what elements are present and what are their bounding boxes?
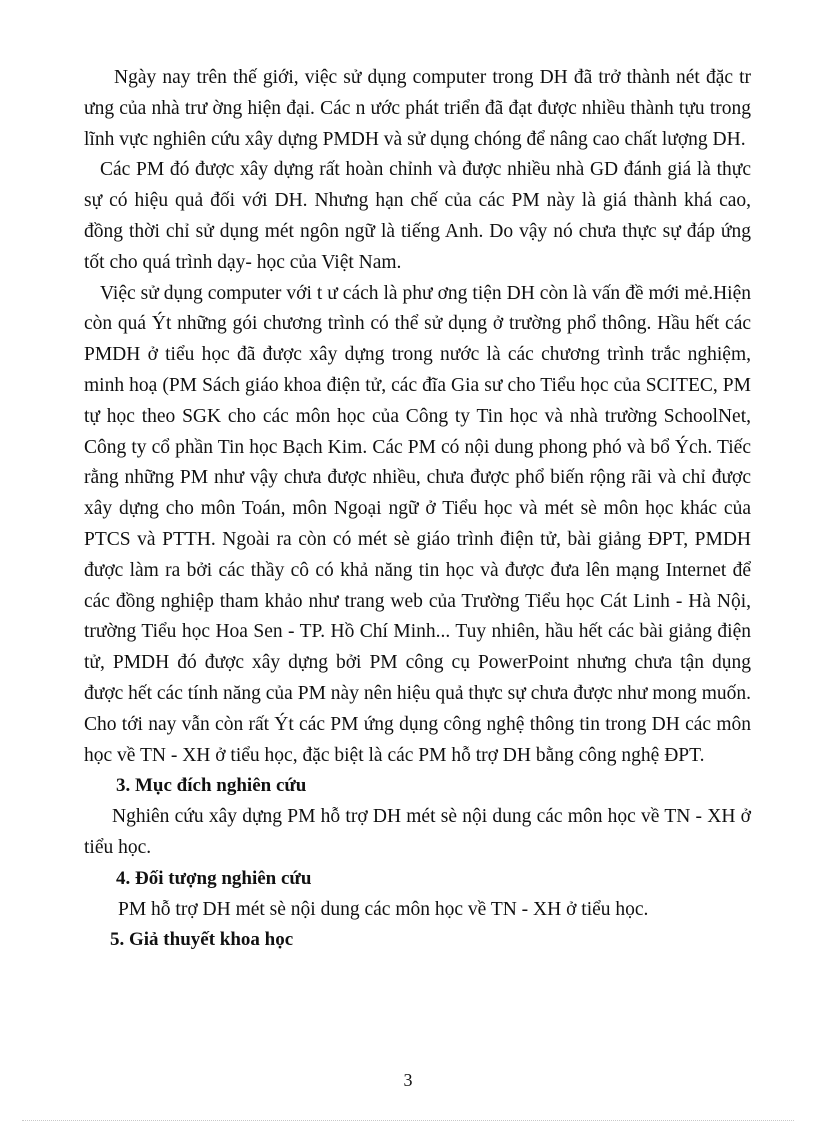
paragraph-intro: Ngày nay trên thế giới, việc sử dụng computer trong DH đã trở thành nét đặc tr ưng của nhà trư ờng hiện đại. Các n ước phát triển đã đạt được nhiều thành tựu trong lĩnh vực nghiên cứu xây dựng PMDH và sử dụng chóng để nâng cao chất lượng DH. xyxy=(84,67,751,150)
section-heading-subject: 4. Đối tượng nghiên cứu xyxy=(116,867,312,889)
paragraph-limitations: Các PM đó được xây dựng rất hoàn chỉnh và được nhiều nhà GD đánh giá là thực sự có hiệu quả đối với DH. Nhưng hạn chế của các PM này là giá thành khá cao, đồng thời chỉ sử dụng mét ngôn ngữ là tiếng Anh. Do vậy nó chưa thực sự đáp ứng tốt cho quá trình dạy- học của Việt Nam. xyxy=(84,159,751,273)
page-bottom-divider xyxy=(22,1120,794,1121)
section-body-purpose: Nghiên cứu xây dựng PM hỗ trợ DH mét sè nội dung các môn học về TN - XH ở tiểu học. xyxy=(84,806,751,858)
section-body-subject: PM hỗ trợ DH mét sè nội dung các môn học về TN - XH ở tiểu học. xyxy=(118,898,649,920)
section-heading-purpose: 3. Mục đích nghiên cứu xyxy=(116,775,307,797)
paragraph-current-state: Việc sử dụng computer với t ư cách là phư ơng tiện DH còn là vấn đề mới mẻ.Hiện còn quá Ýt những gói chương trình có thể sử dụng ở trường phổ thông. Hầu hết các PMDH ở tiểu học đã được xây dựng trong nước là các chương trình trắc nghiệm, minh hoạ (PM Sách giáo khoa điện tử, các đĩa Gia sư cho Tiểu học của SCITEC, PM tự học theo SGK cho các môn học của Công ty Tin học và nhà trường SchoolNet, Công ty cổ phần Tin học Bạch Kim. Các PM có nội dung phong phó và bổ Ých. Tiếc rằng những PM như vậy chưa được nhiều, chưa được phổ biến rộng rãi và chỉ được xây dựng cho môn Toán, môn Ngoại ngữ ở Tiểu học và mét sè môn học khác của PTCS và PTTH. Ngoài ra còn có mét sè giáo trình điện tử, bài giảng ĐPT, PMDH được làm ra bởi các thầy cô có khả năng tin học và được đưa lên mạng Internet để các đồng nghiệp tham khảo như trang web của Trường Tiểu học Cát Linh - Hà Nội, trường Tiểu học Hoa Sen - TP. Hồ Chí Minh... Tuy nhiên, hầu hết các bài giảng điện tử, PMDH đó được xây dựng bởi PM công cụ PowerPoint nhưng chưa tận dụng được hết các tính năng của PM này nên hiệu quả thực sự chưa được như mong muốn. Cho tới nay vẫn còn rất Ýt các PM ứng dụng công nghệ thông tin trong DH các môn học về TN - XH ở tiểu học, đặc biệt là các PM hỗ trợ DH bằng công nghệ ĐPT. xyxy=(84,282,751,766)
section-heading-hypothesis: 5. Giả thuyết khoa học xyxy=(110,929,294,951)
document-page xyxy=(84,63,751,956)
page-number: 3 xyxy=(403,1070,413,1090)
